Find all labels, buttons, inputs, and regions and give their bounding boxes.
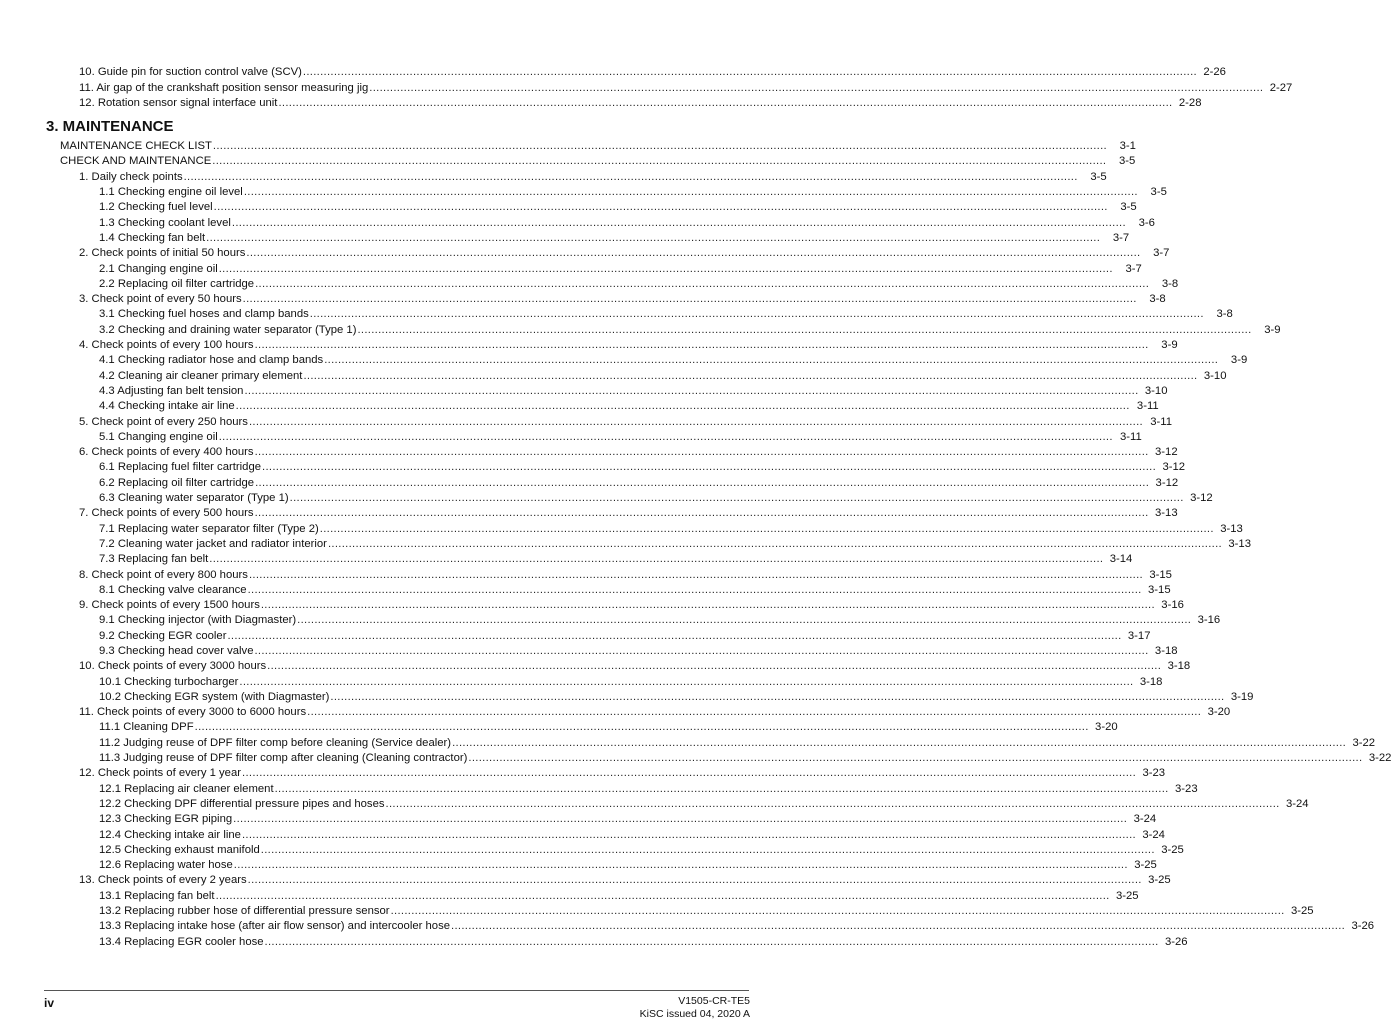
toc-entry-title: 6.3 Cleaning water separator (Type 1)	[99, 492, 289, 505]
toc-entry[interactable]	[0, 398, 1159, 413]
dot-leader	[195, 721, 1089, 734]
toc-entry-title: 12. Check points of every 1 year	[79, 767, 242, 780]
toc-entry[interactable]	[0, 933, 1188, 948]
toc-entry-title: 13. Check points of every 2 years	[79, 874, 247, 887]
toc-entry-page: 3-5	[1120, 201, 1137, 214]
toc-entry-page: 3-13	[1155, 507, 1178, 520]
dot-leader	[249, 416, 1143, 429]
toc-entry-title: 3. Check point of every 50 hours	[79, 293, 242, 306]
toc-entry[interactable]	[0, 79, 1293, 94]
dot-leader	[310, 308, 1204, 321]
toc-entry[interactable]	[0, 857, 1157, 872]
toc-entry-page: 3-11	[1150, 415, 1172, 428]
dot-leader	[386, 798, 1280, 811]
toc-entry-title: 5.1 Changing engine oil	[99, 430, 218, 443]
toc-entry[interactable]	[0, 459, 1186, 474]
toc-entry[interactable]	[0, 872, 1171, 887]
toc-entry[interactable]	[0, 903, 1314, 918]
toc-entry-title: 1.4 Checking fan belt	[99, 231, 206, 244]
toc-entry-title: 6.2 Replacing oil filter cartridge	[99, 476, 255, 489]
toc-entry[interactable]	[0, 765, 1166, 780]
toc-entry-page: 3-25	[1134, 859, 1157, 872]
toc-entry-page: 3-18	[1154, 644, 1178, 657]
toc-entry-title: 7. Check points of every 500 hours	[79, 507, 254, 520]
toc-entry-page: 3-18	[1167, 660, 1191, 673]
toc-entry-page: 3-5	[1119, 155, 1136, 168]
toc-entry-page: 2-27	[1269, 81, 1293, 94]
dot-leader	[255, 507, 1149, 520]
dot-leader	[227, 630, 1121, 643]
toc-entry[interactable]	[0, 153, 1136, 168]
toc-entry-page: 3-23	[1142, 767, 1166, 780]
dot-leader	[243, 293, 1137, 306]
table-of-contents	[0, 64, 1391, 949]
toc-entry[interactable]	[0, 918, 1375, 933]
toc-entry-page: 3-25	[1161, 843, 1184, 856]
toc-entry-page: 3-20	[1095, 721, 1118, 734]
toc-entry-title: 10. Guide pin for suction control valve (SCV)	[79, 66, 302, 79]
dot-leader	[267, 660, 1161, 673]
toc-entry-title: 11.2 Judging reuse of DPF filter comp before cleaning (Service dealer)	[99, 736, 452, 749]
footer-doc-info	[640, 995, 750, 1020]
toc-entry-title: 1.2 Checking fuel level	[99, 201, 213, 214]
toc-entry-page: 3-15	[1149, 568, 1172, 581]
dot-leader	[357, 324, 1251, 337]
toc-entry-title: 13.1 Replacing fan belt	[99, 889, 215, 902]
toc-entry[interactable]	[0, 887, 1139, 902]
toc-entry-title: 8. Check point of every 800 hours	[79, 568, 248, 581]
toc-entry[interactable]	[0, 704, 1231, 719]
toc-entry[interactable]	[0, 306, 1233, 321]
toc-entry-page: 3-7	[1112, 231, 1130, 244]
toc-entry-page: 2-26	[1203, 66, 1226, 79]
dot-leader	[451, 920, 1345, 933]
toc-entry[interactable]	[0, 383, 1168, 398]
dot-leader	[254, 645, 1148, 658]
dot-leader	[262, 461, 1156, 474]
toc-entry-page: 3-23	[1175, 782, 1198, 795]
toc-entry-page: 3-7	[1153, 247, 1170, 260]
toc-entry-title: 12.6 Replacing water hose	[99, 859, 233, 872]
toc-entry-page: 3-22	[1368, 752, 1391, 765]
toc-entry[interactable]	[0, 643, 1178, 658]
toc-entry-page: 3-26	[1164, 935, 1188, 948]
toc-entry-title: 12.2 Checking DPF differential pressure pipes and hoses	[99, 797, 385, 810]
toc-entry-page: 3-8	[1161, 277, 1179, 290]
toc-entry-page: 3-18	[1139, 675, 1163, 688]
toc-entry-page: 3-1	[1119, 140, 1136, 153]
toc-entry-title: 7.3 Replacing fan belt	[99, 553, 209, 566]
toc-entry-page: 3-17	[1127, 629, 1151, 642]
dot-leader	[307, 706, 1201, 719]
toc-entry-page: 3-15	[1148, 583, 1171, 596]
toc-entry-page: 3-10	[1203, 369, 1227, 382]
toc-entry[interactable]	[0, 95, 1202, 110]
toc-entry-title: MAINTENANCE CHECK LIST	[60, 140, 212, 153]
toc-entry-title: 12.1 Replacing air cleaner element	[99, 782, 274, 795]
toc-entry-title: 12.3 Checking EGR piping	[99, 813, 233, 826]
toc-entry-title: 9.2 Checking EGR cooler	[99, 629, 227, 642]
toc-entry-title: 12.5 Checking exhaust manifold	[99, 843, 260, 856]
dot-leader	[248, 584, 1142, 597]
toc-entry-page: 3-22	[1352, 736, 1376, 749]
toc-entry-page: 3-19	[1230, 690, 1254, 703]
dot-leader	[324, 354, 1218, 367]
dot-leader	[255, 446, 1149, 459]
toc-entry[interactable]	[0, 612, 1221, 627]
toc-entry-title: 5. Check point of every 250 hours	[79, 415, 248, 428]
toc-entry-page: 3-24	[1133, 813, 1157, 826]
toc-entry-page: 3-13	[1228, 537, 1251, 550]
toc-entry-page: 3-16	[1161, 599, 1184, 612]
toc-entry-title: 2. Check points of initial 50 hours	[79, 247, 246, 260]
toc-entry-page: 3-26	[1351, 920, 1375, 933]
page-number: iv	[44, 996, 55, 1010]
toc-entry-title: 6.1 Replacing fuel filter cartridge	[99, 461, 262, 474]
toc-entry-title: 13.3 Replacing intake hose (after air flow sensor) and intercooler hose	[99, 920, 451, 933]
dot-leader	[275, 783, 1169, 796]
toc-entry[interactable]	[0, 444, 1178, 459]
dot-leader	[303, 66, 1197, 79]
dot-leader	[452, 737, 1346, 750]
toc-entry-title: 13.4 Replacing EGR cooler hose	[99, 935, 264, 948]
toc-entry[interactable]	[0, 551, 1133, 566]
document-code: V1505-CR-TE5	[678, 995, 750, 1007]
toc-entry-page: 3-25	[1148, 874, 1171, 887]
toc-entry[interactable]	[0, 689, 1254, 704]
toc-entry[interactable]	[0, 429, 1142, 444]
toc-entry-page: 3-12	[1155, 476, 1179, 489]
toc-entry[interactable]	[0, 566, 1172, 581]
toc-entry-page: 3-12	[1162, 461, 1186, 474]
toc-entry-title: 1. Daily check points	[79, 170, 183, 183]
toc-entry-title: 4.3 Adjusting fan belt tension	[99, 384, 244, 397]
dot-leader	[244, 186, 1138, 199]
dot-leader	[265, 936, 1159, 949]
dot-leader	[232, 217, 1126, 230]
toc-entry-title: 6. Check points of every 400 hours	[79, 446, 254, 459]
toc-entry-title: 3.2 Checking and draining water separator (Type 1)	[99, 323, 357, 336]
dot-leader	[391, 905, 1285, 918]
dot-leader	[216, 890, 1110, 903]
maintenance-entries	[0, 138, 1391, 949]
toc-entry[interactable]	[0, 291, 1166, 306]
toc-entry[interactable]	[0, 199, 1137, 214]
toc-entry-title: 10.2 Checking EGR system (with Diagmaster)	[99, 690, 330, 703]
toc-entry-page: 3-5	[1090, 170, 1107, 183]
toc-entry-page: 3-8	[1149, 293, 1166, 306]
toc-entry-title: 8.1 Checking valve clearance	[99, 583, 247, 596]
toc-entry[interactable]	[0, 536, 1251, 551]
toc-entry[interactable]	[0, 673, 1163, 688]
dot-leader	[246, 247, 1140, 260]
toc-entry[interactable]	[0, 245, 1170, 260]
toc-entry[interactable]	[0, 842, 1184, 857]
toc-entry[interactable]	[0, 658, 1191, 673]
toc-entry-title: 7.1 Replacing water separator filter (Type 2)	[99, 522, 319, 535]
toc-entry-title: 4.4 Checking intake air line	[99, 400, 235, 413]
dot-leader	[297, 614, 1191, 627]
dot-leader	[209, 553, 1103, 566]
dot-leader	[255, 339, 1149, 352]
section-heading: 3. MAINTENANCE	[46, 117, 174, 135]
footer-divider	[44, 990, 749, 991]
toc-entry[interactable]	[0, 276, 1179, 291]
toc-entry-title: 11.3 Judging reuse of DPF filter comp after cleaning (Cleaning contractor)	[99, 752, 468, 765]
dot-leader	[233, 813, 1127, 826]
toc-entry[interactable]	[0, 796, 1309, 811]
dot-leader	[261, 599, 1155, 612]
dot-leader	[261, 844, 1155, 857]
dot-leader	[219, 263, 1113, 276]
toc-entry-page: 3-12	[1190, 492, 1213, 505]
dot-leader	[369, 82, 1263, 95]
dot-leader	[303, 370, 1197, 383]
toc-entry-page: 3-9	[1264, 323, 1281, 336]
dot-leader	[242, 767, 1136, 780]
toc-entry-page: 3-25	[1290, 905, 1314, 918]
dot-leader	[328, 538, 1222, 551]
dot-leader	[255, 278, 1149, 291]
toc-entry[interactable]	[0, 184, 1167, 199]
toc-entry[interactable]	[0, 367, 1227, 382]
toc-entry[interactable]	[0, 352, 1248, 367]
toc-entry[interactable]	[0, 337, 1178, 352]
toc-entry[interactable]	[0, 321, 1281, 336]
toc-entry-page: 3-7	[1125, 262, 1142, 275]
dot-leader	[468, 752, 1362, 765]
toc-entry[interactable]	[0, 505, 1178, 520]
dot-leader	[248, 874, 1142, 887]
dot-leader	[239, 676, 1133, 689]
toc-entry[interactable]	[0, 413, 1172, 428]
dot-leader	[184, 171, 1078, 184]
toc-entry-title: 7.2 Cleaning water jacket and radiator interior	[99, 537, 327, 550]
toc-entry-title: 13.2 Replacing rubber hose of differential pressure sensor	[99, 905, 390, 918]
toc-entry[interactable]	[0, 597, 1184, 612]
toc-entry-title: 10.1 Checking turbocharger	[99, 675, 239, 688]
toc-entry-page: 3-9	[1230, 354, 1248, 367]
dot-leader	[234, 859, 1128, 872]
dot-leader	[242, 829, 1136, 842]
toc-entry-page: 3-24	[1285, 797, 1309, 810]
toc-entry-title: 12.4 Checking intake air line	[99, 828, 241, 841]
issue-info: KiSC issued 04, 2020 A	[639, 1007, 750, 1020]
dot-leader	[249, 569, 1143, 582]
toc-entry-page: 3-24	[1142, 828, 1165, 841]
dot-leader	[212, 155, 1106, 168]
toc-entry-title: 9.3 Checking head cover valve	[99, 644, 254, 657]
toc-entry[interactable]	[0, 214, 1155, 229]
toc-entry-page: 3-16	[1197, 614, 1221, 627]
toc-entry-title: 2.1 Changing engine oil	[99, 262, 218, 275]
toc-entry[interactable]	[0, 260, 1142, 275]
toc-entry-page: 3-11	[1119, 430, 1142, 443]
toc-entry-page: 2-28	[1178, 96, 1202, 109]
dot-leader	[244, 385, 1138, 398]
toc-entry[interactable]	[0, 780, 1198, 795]
toc-entry-page: 3-10	[1144, 384, 1168, 397]
toc-entry[interactable]	[0, 582, 1171, 597]
toc-entry-title: 1.1 Checking engine oil level	[99, 186, 243, 199]
toc-entry[interactable]	[0, 734, 1376, 749]
toc-entry-page: 3-14	[1109, 553, 1133, 566]
toc-entry-title: 1.3 Checking coolant level	[99, 216, 231, 229]
toc-entry[interactable]	[0, 750, 1391, 765]
toc-entry[interactable]	[0, 64, 1226, 79]
toc-entry[interactable]	[0, 719, 1118, 734]
dot-leader	[320, 523, 1214, 536]
toc-entry-title: CHECK AND MAINTENANCE	[60, 155, 212, 168]
toc-entry[interactable]	[0, 627, 1151, 642]
toc-entry[interactable]	[0, 520, 1243, 535]
dot-leader	[206, 232, 1100, 245]
dot-leader	[236, 400, 1130, 413]
toc-entry[interactable]	[0, 490, 1213, 505]
dot-leader	[219, 431, 1113, 444]
toc-entry[interactable]	[0, 138, 1136, 153]
toc-entry-page: 3-5	[1150, 186, 1167, 199]
toc-entry-title: 4. Check points of every 100 hours	[79, 339, 254, 352]
toc-entry[interactable]	[0, 474, 1179, 489]
toc-entry-title: 12. Rotation sensor signal interface unit	[79, 96, 278, 109]
toc-entry[interactable]	[0, 811, 1157, 826]
toc-entry-title: 11. Air gap of the crankshaft position sensor measuring jig	[79, 81, 369, 94]
toc-entry-title: 11. Check points of every 3000 to 6000 hours	[79, 706, 307, 719]
toc-entry-page: 3-11	[1136, 400, 1159, 413]
dot-leader	[255, 477, 1149, 490]
toc-entry-title: 9. Check points of every 1500 hours	[79, 599, 260, 612]
dot-leader	[278, 97, 1172, 110]
toc-entry[interactable]	[0, 168, 1107, 183]
toc-entry-page: 3-20	[1207, 706, 1231, 719]
toc-entry-page: 3-9	[1161, 339, 1178, 352]
dot-leader	[330, 691, 1224, 704]
toc-entry-title: 9.1 Checking injector (with Diagmaster)	[99, 614, 297, 627]
toc-entry-page: 3-25	[1115, 889, 1139, 902]
toc-entry-page: 3-12	[1155, 446, 1178, 459]
toc-entry-title: 4.2 Cleaning air cleaner primary element	[99, 369, 303, 382]
dot-leader	[214, 201, 1108, 214]
toc-entry[interactable]	[0, 230, 1130, 245]
toc-entry-title: 11.1 Cleaning DPF	[99, 721, 194, 734]
toc-entry-title: 10. Check points of every 3000 hours	[79, 660, 267, 673]
toc-entry-page: 3-6	[1138, 216, 1155, 229]
toc-entry-page: 3-13	[1220, 522, 1243, 535]
toc-entry-title: 3.1 Checking fuel hoses and clamp bands	[99, 308, 309, 321]
toc-entry[interactable]	[0, 826, 1165, 841]
toc-entry-page: 3-8	[1216, 308, 1233, 321]
dot-leader	[213, 140, 1107, 153]
previous-section-entries	[0, 64, 1293, 110]
dot-leader	[290, 492, 1184, 505]
toc-entry-title: 4.1 Checking radiator hose and clamp bands	[99, 354, 324, 367]
toc-entry-title: 2.2 Replacing oil filter cartridge	[99, 277, 255, 290]
